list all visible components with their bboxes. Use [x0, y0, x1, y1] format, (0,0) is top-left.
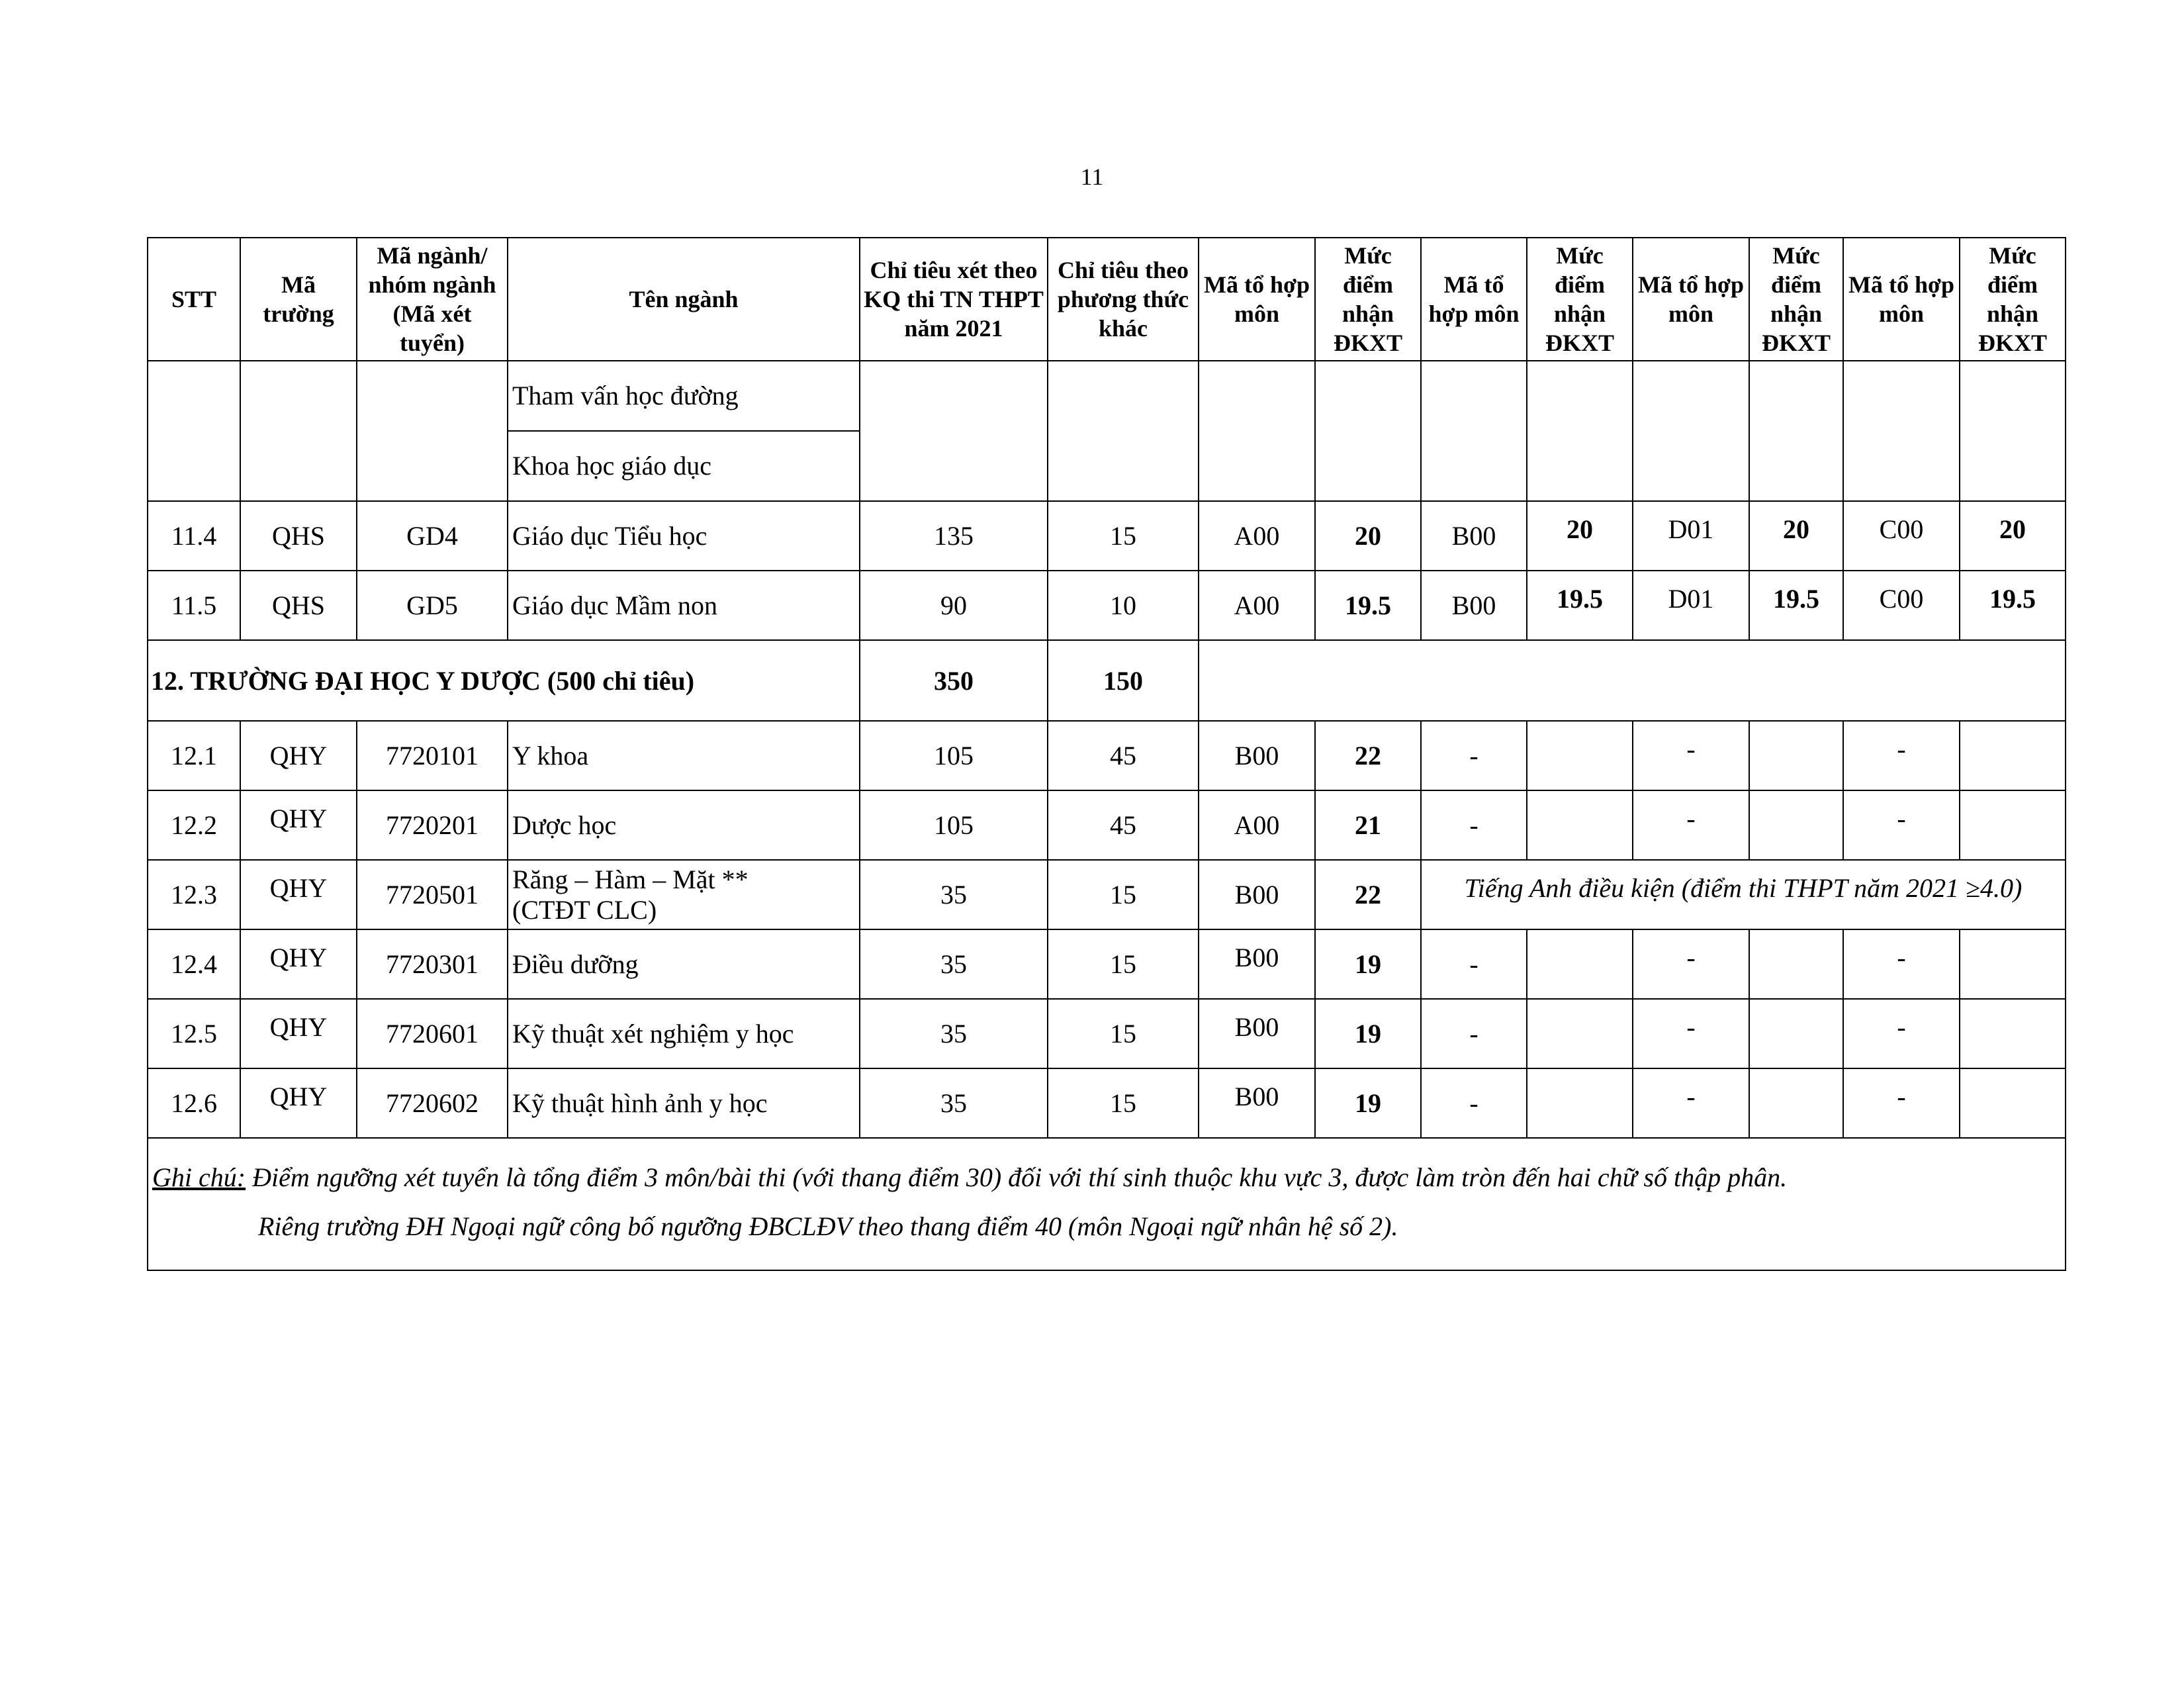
- combo-code: B00: [1421, 571, 1527, 640]
- header-cell: Mức điểm nhận ĐKXT: [1315, 238, 1421, 361]
- major-code: 7720301: [357, 929, 508, 999]
- quota-thpt: 35: [860, 929, 1048, 999]
- school-code: QHY: [240, 999, 357, 1068]
- table-row: [148, 999, 2066, 1068]
- school-code: QHY: [240, 860, 357, 929]
- header-cell: Mức điểm nhận ĐKXT: [1749, 238, 1843, 361]
- combo-code: -: [1633, 1068, 1749, 1138]
- combo-code: A00: [1199, 790, 1315, 860]
- stt: 12.5: [148, 999, 240, 1068]
- major-name: Răng – Hàm – Mặt ** (CTĐT CLC): [508, 860, 860, 929]
- footnote: [148, 1138, 2066, 1270]
- combo-code: -: [1421, 929, 1527, 999]
- major-name: Giáo dục Tiểu học: [508, 501, 860, 571]
- combo-code: -: [1421, 1068, 1527, 1138]
- combo-code: -: [1421, 721, 1527, 790]
- combo-code: D01: [1633, 571, 1749, 640]
- quota-thpt: 35: [860, 999, 1048, 1068]
- school-code: QHY: [240, 929, 357, 999]
- stt: 11.4: [148, 501, 240, 571]
- combo-code: -: [1633, 721, 1749, 790]
- combo-code: B00: [1421, 501, 1527, 571]
- combo-code: -: [1843, 790, 1960, 860]
- score: 20: [1315, 501, 1421, 571]
- header-cell: Mã ngành/ nhóm ngành (Mã xét tuyển): [357, 238, 508, 361]
- combo-code: D01: [1633, 501, 1749, 571]
- header-cell: Chỉ tiêu theo phương thức khác: [1048, 238, 1199, 361]
- table-row: [148, 929, 2066, 999]
- admission-table: [147, 237, 2066, 1271]
- combo-code: C00: [1843, 571, 1960, 640]
- header-cell: Mức điểm nhận ĐKXT: [1960, 238, 2066, 361]
- table-row: [148, 571, 2066, 640]
- combo-code: -: [1421, 790, 1527, 860]
- combo-code: A00: [1199, 501, 1315, 571]
- quota-other: 45: [1048, 721, 1199, 790]
- major-code: 7720601: [357, 999, 508, 1068]
- major-name: Điều dưỡng: [508, 929, 860, 999]
- quota-thpt: 35: [860, 860, 1048, 929]
- major-code: 7720201: [357, 790, 508, 860]
- footnote-line2: Riêng trường ĐH Ngoại ngữ công bố ngưỡng ĐBCLĐV theo thang điểm 40 (môn Ngoại ngữ nhân hệ số 2).: [258, 1211, 1398, 1241]
- major-name: Khoa học giáo dục: [508, 430, 859, 500]
- quota-other: 15: [1048, 1068, 1199, 1138]
- combo-code: C00: [1843, 501, 1960, 571]
- combo-code: B00: [1199, 929, 1315, 999]
- page-number: 11: [1080, 164, 1104, 190]
- table-row: [148, 501, 2066, 571]
- stt: 12.6: [148, 1068, 240, 1138]
- quota-other: 15: [1048, 999, 1199, 1068]
- school-code: QHY: [240, 790, 357, 860]
- table-row: [148, 860, 2066, 929]
- score: 22: [1315, 721, 1421, 790]
- major-name: Giáo dục Mầm non: [508, 571, 860, 640]
- combo-code: -: [1843, 999, 1960, 1068]
- score: 19.5: [1315, 571, 1421, 640]
- english-requirement-note: Tiếng Anh điều kiện (điểm thi THPT năm 2021 ≥4.0): [1421, 860, 2066, 929]
- score: 19: [1315, 929, 1421, 999]
- quota-other: 15: [1048, 860, 1199, 929]
- combo-code: B00: [1199, 1068, 1315, 1138]
- quota-thpt: 105: [860, 721, 1048, 790]
- table-row: [148, 721, 2066, 790]
- combo-code: -: [1843, 1068, 1960, 1138]
- section-row: [148, 640, 2066, 721]
- score: 19: [1315, 999, 1421, 1068]
- major-name: Dược học: [508, 790, 860, 860]
- score: 20: [1527, 501, 1633, 571]
- combo-code: B00: [1199, 721, 1315, 790]
- combo-code: B00: [1199, 999, 1315, 1068]
- header-cell: Mã tổ hợp môn: [1421, 238, 1527, 361]
- combo-code: -: [1843, 721, 1960, 790]
- combo-code: -: [1633, 999, 1749, 1068]
- footnote-row: [148, 1138, 2066, 1270]
- stt: 11.5: [148, 571, 240, 640]
- quota-other: 10: [1048, 571, 1199, 640]
- header-cell: Tên ngành: [508, 238, 860, 361]
- school-code: QHS: [240, 571, 357, 640]
- combo-code: A00: [1199, 571, 1315, 640]
- school-code: QHS: [240, 501, 357, 571]
- quota-thpt: 90: [860, 571, 1048, 640]
- major-code: 7720101: [357, 721, 508, 790]
- section-quota-other: 150: [1048, 640, 1199, 721]
- score: 21: [1315, 790, 1421, 860]
- header-row: [148, 238, 2066, 361]
- combo-code: -: [1633, 929, 1749, 999]
- major-name: Tham vấn học đường: [512, 381, 739, 410]
- quota-thpt: 135: [860, 501, 1048, 571]
- major-code: GD5: [357, 571, 508, 640]
- header-cell: Chỉ tiêu xét theo KQ thi TN THPT năm 2021: [860, 238, 1048, 361]
- table-row: [148, 790, 2066, 860]
- quota-other: 15: [1048, 501, 1199, 571]
- quota-other: 15: [1048, 929, 1199, 999]
- header-cell: Mã tổ hợp môn: [1633, 238, 1749, 361]
- section-quota-thpt: 350: [860, 640, 1048, 721]
- score: 22: [1315, 860, 1421, 929]
- major-name: Kỹ thuật hình ảnh y học: [508, 1068, 860, 1138]
- combo-code: B00: [1199, 860, 1315, 929]
- section-title: 12. TRƯỜNG ĐẠI HỌC Y DƯỢC (500 chỉ tiêu): [148, 640, 860, 721]
- stt: 12.3: [148, 860, 240, 929]
- stt: 12.2: [148, 790, 240, 860]
- major-name: Y khoa: [508, 721, 860, 790]
- quota-thpt: 35: [860, 1068, 1048, 1138]
- combo-code: -: [1843, 929, 1960, 999]
- stt: 12.4: [148, 929, 240, 999]
- score: 19: [1315, 1068, 1421, 1138]
- school-code: QHY: [240, 721, 357, 790]
- score: 20: [1749, 501, 1843, 571]
- combo-code: -: [1633, 790, 1749, 860]
- school-code: QHY: [240, 1068, 357, 1138]
- score: 20: [1960, 501, 2066, 571]
- footnote-line1: Điểm ngưỡng xét tuyển là tổng điểm 3 môn/bài thi (với thang điểm 30) đối với thí sinh thuộc khu vực 3, được làm tròn đến hai chữ số thập phân.: [246, 1162, 1788, 1192]
- major-code: 7720602: [357, 1068, 508, 1138]
- continuation-row: [148, 361, 2066, 501]
- major-name: Kỹ thuật xét nghiệm y học: [508, 999, 860, 1068]
- score: 19.5: [1749, 571, 1843, 640]
- header-cell: Mã tổ hợp môn: [1843, 238, 1960, 361]
- major-code: GD4: [357, 501, 508, 571]
- stt: 12.1: [148, 721, 240, 790]
- quota-thpt: 105: [860, 790, 1048, 860]
- header-cell: Mức điểm nhận ĐKXT: [1527, 238, 1633, 361]
- major-code: 7720501: [357, 860, 508, 929]
- quota-other: 45: [1048, 790, 1199, 860]
- combo-code: -: [1421, 999, 1527, 1068]
- header-cell: Mã tổ hợp môn: [1199, 238, 1315, 361]
- header-cell: STT: [148, 238, 240, 361]
- continuation-names: [508, 361, 860, 501]
- score: 19.5: [1527, 571, 1633, 640]
- footnote-label: Ghi chú:: [152, 1162, 246, 1192]
- table-row: [148, 1068, 2066, 1138]
- header-cell: Mã trường: [240, 238, 357, 361]
- score: 19.5: [1960, 571, 2066, 640]
